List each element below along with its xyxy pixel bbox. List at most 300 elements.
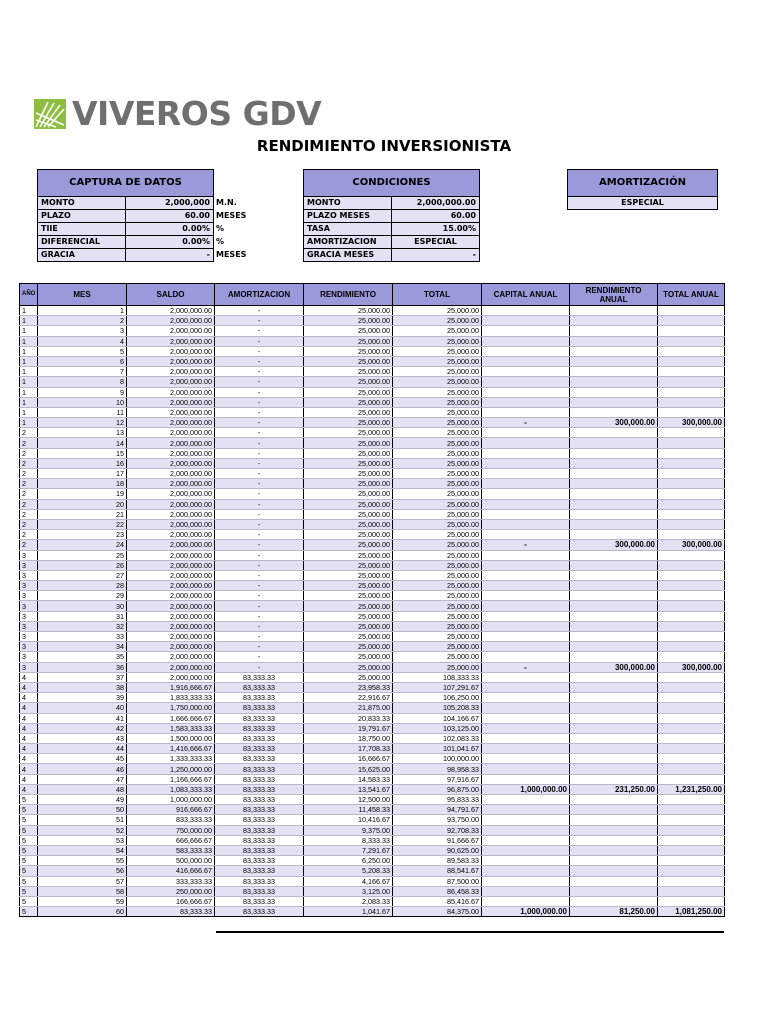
cell-amortizacion: 83,333.33 [215, 703, 304, 713]
cell-mes: 4 [38, 336, 127, 346]
cell-rendimiento-anual [570, 856, 658, 866]
col-rendimiento-anual: RENDIMIENTO ANUAL [570, 284, 658, 306]
cell-saldo: 2,000,000.00 [127, 509, 215, 519]
table-row [20, 530, 725, 540]
cell-mes: 33 [38, 632, 127, 642]
table-row [20, 754, 725, 764]
cell-total-anual [658, 499, 725, 509]
captura-row: PLAZO 60.00 MESES [38, 210, 254, 223]
cell-total: 94,791.67 [393, 805, 482, 815]
cell-amortizacion: 83,333.33 [215, 835, 304, 845]
cell-total-anual [658, 835, 725, 845]
cell-rendimiento: 25,000.00 [304, 519, 393, 529]
cell-capital-anual [482, 886, 570, 896]
cell-total: 108,333.33 [393, 672, 482, 682]
cell-total: 25,000.00 [393, 438, 482, 448]
cell-capital-anual [482, 642, 570, 652]
cell-saldo: 2,000,000.00 [127, 316, 215, 326]
cell-saldo: 2,000,000.00 [127, 662, 215, 672]
cell-capital-anual [482, 479, 570, 489]
cell-capital-anual [482, 469, 570, 479]
cell-amortizacion: 83,333.33 [215, 744, 304, 754]
cell-ano: 3 [20, 570, 38, 580]
cell-rendimiento-anual [570, 825, 658, 835]
cell-total: 25,000.00 [393, 356, 482, 366]
cell-saldo: 2,000,000.00 [127, 550, 215, 560]
cell-rendimiento-anual [570, 306, 658, 316]
cell-rendimiento: 3,125.00 [304, 886, 393, 896]
cell-ano: 5 [20, 886, 38, 896]
cell-total-anual [658, 519, 725, 529]
cell-mes: 50 [38, 805, 127, 815]
cell-saldo: 2,000,000.00 [127, 469, 215, 479]
cell-rendimiento: 25,000.00 [304, 591, 393, 601]
cell-rendimiento: 7,291.67 [304, 845, 393, 855]
cell-capital-anual [482, 835, 570, 845]
cell-ano: 2 [20, 458, 38, 468]
cell-saldo: 2,000,000.00 [127, 591, 215, 601]
cell-total: 25,000.00 [393, 377, 482, 387]
cell-saldo: 416,666.67 [127, 866, 215, 876]
cell-mes: 22 [38, 519, 127, 529]
table-row [20, 570, 725, 580]
table-row [20, 733, 725, 743]
cell-total-anual [658, 316, 725, 326]
cell-ano: 1 [20, 387, 38, 397]
cell-mes: 25 [38, 550, 127, 560]
cell-ano: 4 [20, 764, 38, 774]
cell-total: 88,541.67 [393, 866, 482, 876]
cell-total: 25,000.00 [393, 397, 482, 407]
cell-rendimiento-anual [570, 448, 658, 458]
amortizacion-value: ESPECIAL [568, 197, 718, 210]
cell-mes: 40 [38, 703, 127, 713]
cell-amortizacion: 83,333.33 [215, 784, 304, 794]
cell-rendimiento-anual: 300,000.00 [570, 662, 658, 672]
cell-amortizacion: - [215, 581, 304, 591]
cell-mes: 2 [38, 316, 127, 326]
cell-rendimiento: 23,958.33 [304, 682, 393, 692]
cell-ano: 4 [20, 774, 38, 784]
cell-mes: 43 [38, 733, 127, 743]
cell-mes: 52 [38, 825, 127, 835]
table-row [20, 693, 725, 703]
cell-total: 25,000.00 [393, 469, 482, 479]
table-row [20, 540, 725, 550]
cell-total: 25,000.00 [393, 642, 482, 652]
cell-total: 104,166.67 [393, 713, 482, 723]
cell-total: 25,000.00 [393, 448, 482, 458]
table-row [20, 418, 725, 428]
cell-saldo: 2,000,000.00 [127, 642, 215, 652]
cell-rendimiento: 25,000.00 [304, 570, 393, 580]
cell-ano: 3 [20, 632, 38, 642]
cell-total: 25,000.00 [393, 489, 482, 499]
cell-saldo: 2,000,000.00 [127, 356, 215, 366]
col-ano: AÑO [20, 284, 38, 306]
cell-capital-anual [482, 560, 570, 570]
cell-mes: 3 [38, 326, 127, 336]
table-row [20, 428, 725, 438]
cell-mes: 34 [38, 642, 127, 652]
cell-saldo: 2,000,000.00 [127, 458, 215, 468]
cell-capital-anual [482, 448, 570, 458]
cell-total: 25,000.00 [393, 662, 482, 672]
cell-capital-anual [482, 356, 570, 366]
cell-mes: 55 [38, 856, 127, 866]
cell-saldo: 500,000.00 [127, 856, 215, 866]
cell-total-anual [658, 387, 725, 397]
cell-saldo: 166,666.67 [127, 896, 215, 906]
cell-amortizacion: 83,333.33 [215, 866, 304, 876]
cell-mes: 30 [38, 601, 127, 611]
cell-capital-anual: - [482, 418, 570, 428]
rendimiento-table [19, 283, 725, 917]
cell-mes: 15 [38, 448, 127, 458]
cell-capital-anual [482, 682, 570, 692]
cell-rendimiento: 25,000.00 [304, 560, 393, 570]
cell-total: 25,000.00 [393, 601, 482, 611]
cell-capital-anual [482, 591, 570, 601]
table-row [20, 591, 725, 601]
cell-amortizacion: - [215, 570, 304, 580]
cell-rendimiento-anual [570, 815, 658, 825]
col-total-anual: TOTAL ANUAL [658, 284, 725, 306]
cell-total: 25,000.00 [393, 346, 482, 356]
cell-saldo: 2,000,000.00 [127, 519, 215, 529]
cell-total: 25,000.00 [393, 367, 482, 377]
cell-capital-anual [482, 336, 570, 346]
cell-mes: 6 [38, 356, 127, 366]
cell-rendimiento: 19,791.67 [304, 723, 393, 733]
cell-mes: 36 [38, 662, 127, 672]
cell-total: 25,000.00 [393, 611, 482, 621]
cell-rendimiento-anual [570, 805, 658, 815]
cell-rendimiento-anual [570, 489, 658, 499]
cell-rendimiento: 25,000.00 [304, 601, 393, 611]
cell-amortizacion: - [215, 611, 304, 621]
cell-ano: 2 [20, 509, 38, 519]
cell-total-anual [658, 377, 725, 387]
cell-ano: 4 [20, 713, 38, 723]
cell-ano: 2 [20, 489, 38, 499]
cell-saldo: 2,000,000.00 [127, 570, 215, 580]
cell-capital-anual [482, 428, 570, 438]
captura-row: GRACIA - MESES [38, 249, 254, 262]
cell-saldo: 2,000,000.00 [127, 652, 215, 662]
cell-rendimiento-anual [570, 764, 658, 774]
cell-saldo: 83,333.33 [127, 907, 215, 917]
cell-capital-anual [482, 438, 570, 448]
cell-mes: 35 [38, 652, 127, 662]
cell-total: 25,000.00 [393, 530, 482, 540]
cell-amortizacion: - [215, 652, 304, 662]
cell-amortizacion: - [215, 540, 304, 550]
cell-capital-anual [482, 601, 570, 611]
cell-ano: 3 [20, 652, 38, 662]
table-row [20, 866, 725, 876]
amortizacion-header: AMORTIZACIÓN [568, 170, 718, 197]
cell-amortizacion: - [215, 367, 304, 377]
cell-saldo: 833,333.33 [127, 815, 215, 825]
cell-ano: 1 [20, 418, 38, 428]
cell-amortizacion: - [215, 418, 304, 428]
cell-rendimiento-anual [570, 744, 658, 754]
cell-capital-anual [482, 621, 570, 631]
cell-total: 25,000.00 [393, 560, 482, 570]
cell-total-anual [658, 356, 725, 366]
table-row [20, 713, 725, 723]
cell-amortizacion: - [215, 346, 304, 356]
cell-saldo: 2,000,000.00 [127, 601, 215, 611]
table-row [20, 377, 725, 387]
cell-ano: 4 [20, 733, 38, 743]
cell-rendimiento: 25,000.00 [304, 550, 393, 560]
cell-rendimiento-anual [570, 642, 658, 652]
cell-mes: 54 [38, 845, 127, 855]
cell-rendimiento: 25,000.00 [304, 458, 393, 468]
table-row [20, 886, 725, 896]
cell-total-anual: 1,231,250.00 [658, 784, 725, 794]
cell-saldo: 2,000,000.00 [127, 438, 215, 448]
cell-capital-anual [482, 866, 570, 876]
cell-total: 84,375.00 [393, 907, 482, 917]
cell-rendimiento: 25,000.00 [304, 509, 393, 519]
cell-saldo: 1,750,000.00 [127, 703, 215, 713]
cell-rendimiento-anual [570, 621, 658, 631]
cell-rendimiento-anual [570, 326, 658, 336]
cell-total: 87,500.00 [393, 876, 482, 886]
cell-total-anual [658, 407, 725, 417]
cell-amortizacion: - [215, 509, 304, 519]
cell-saldo: 2,000,000.00 [127, 397, 215, 407]
cell-saldo: 1,000,000.00 [127, 795, 215, 805]
cell-rendimiento: 9,375.00 [304, 825, 393, 835]
cell-saldo: 1,666,666.67 [127, 713, 215, 723]
table-row [20, 896, 725, 906]
cell-amortizacion: - [215, 428, 304, 438]
cell-mes: 38 [38, 682, 127, 692]
cell-total-anual [658, 642, 725, 652]
cell-capital-anual: 1,000,000.00 [482, 784, 570, 794]
cell-rendimiento: 25,000.00 [304, 367, 393, 377]
cell-total-anual [658, 621, 725, 631]
cell-saldo: 2,000,000.00 [127, 611, 215, 621]
cell-ano: 1 [20, 306, 38, 316]
cell-capital-anual [482, 306, 570, 316]
cell-amortizacion: - [215, 621, 304, 631]
cell-total: 25,000.00 [393, 407, 482, 417]
cell-ano: 1 [20, 397, 38, 407]
cell-rendimiento: 4,166.67 [304, 876, 393, 886]
cell-rendimiento: 25,000.00 [304, 346, 393, 356]
cell-saldo: 916,666.67 [127, 805, 215, 815]
cell-saldo: 2,000,000.00 [127, 387, 215, 397]
signature-line [216, 931, 724, 933]
cell-ano: 2 [20, 469, 38, 479]
cell-rendimiento-anual [570, 530, 658, 540]
cell-capital-anual [482, 570, 570, 580]
table-row [20, 601, 725, 611]
cell-saldo: 1,916,666.67 [127, 682, 215, 692]
table-row [20, 560, 725, 570]
cell-total: 107,291.67 [393, 682, 482, 692]
cell-saldo: 666,666.67 [127, 835, 215, 845]
condiciones-row: AMORTIZACION ESPECIAL [304, 236, 480, 249]
cell-ano: 5 [20, 825, 38, 835]
cell-amortizacion: 83,333.33 [215, 886, 304, 896]
table-row [20, 397, 725, 407]
table-row [20, 876, 725, 886]
cell-total: 25,000.00 [393, 428, 482, 438]
cell-amortizacion: - [215, 316, 304, 326]
cell-rendimiento: 25,000.00 [304, 438, 393, 448]
cell-ano: 2 [20, 479, 38, 489]
cell-saldo: 2,000,000.00 [127, 489, 215, 499]
cell-capital-anual [482, 377, 570, 387]
cell-rendimiento: 10,416.67 [304, 815, 393, 825]
cell-mes: 13 [38, 428, 127, 438]
table-header-row [20, 284, 725, 306]
brand-logo [34, 96, 321, 132]
cell-capital-anual [482, 489, 570, 499]
cell-total: 105,208.33 [393, 703, 482, 713]
cell-rendimiento-anual [570, 407, 658, 417]
cell-saldo: 333,333.33 [127, 876, 215, 886]
captura-row: DIFERENCIAL 0.00% % [38, 236, 254, 249]
cell-total: 85,416.67 [393, 896, 482, 906]
cell-mes: 24 [38, 540, 127, 550]
cell-rendimiento-anual [570, 693, 658, 703]
cell-ano: 5 [20, 835, 38, 845]
table-row [20, 356, 725, 366]
cell-rendimiento-anual [570, 866, 658, 876]
cell-rendimiento-anual [570, 611, 658, 621]
condiciones-panel [303, 169, 480, 262]
cell-total-anual [658, 601, 725, 611]
cell-mes: 8 [38, 377, 127, 387]
cell-total-anual [658, 723, 725, 733]
cell-ano: 1 [20, 367, 38, 377]
cell-total: 92,708.33 [393, 825, 482, 835]
cell-amortizacion: - [215, 306, 304, 316]
cell-total-anual [658, 397, 725, 407]
cell-rendimiento: 25,000.00 [304, 407, 393, 417]
cell-capital-anual [482, 397, 570, 407]
cell-rendimiento: 8,333.33 [304, 835, 393, 845]
cell-mes: 37 [38, 672, 127, 682]
condiciones-row: PLAZO MESES 60.00 [304, 210, 480, 223]
table-row [20, 550, 725, 560]
cell-ano: 2 [20, 438, 38, 448]
cell-mes: 19 [38, 489, 127, 499]
cell-rendimiento-anual [570, 469, 658, 479]
cell-rendimiento: 17,708.33 [304, 744, 393, 754]
cell-rendimiento-anual [570, 377, 658, 387]
cell-rendimiento: 25,000.00 [304, 652, 393, 662]
cell-amortizacion: - [215, 479, 304, 489]
condiciones-row: MONTO 2,000,000.00 [304, 197, 480, 210]
cell-total-anual [658, 886, 725, 896]
cell-rendimiento: 2,083.33 [304, 896, 393, 906]
cell-saldo: 250,000.00 [127, 886, 215, 896]
cell-ano: 2 [20, 519, 38, 529]
captura-row: MONTO 2,000,000 M.N. [38, 197, 254, 210]
cell-capital-anual [482, 845, 570, 855]
cell-mes: 31 [38, 611, 127, 621]
cell-saldo: 1,250,000.00 [127, 764, 215, 774]
cell-saldo: 2,000,000.00 [127, 448, 215, 458]
cell-total-anual [658, 876, 725, 886]
cell-total-anual [658, 591, 725, 601]
table-row [20, 438, 725, 448]
cell-rendimiento: 20,833.33 [304, 713, 393, 723]
cell-total: 25,000.00 [393, 418, 482, 428]
cell-total-anual [658, 774, 725, 784]
table-row [20, 723, 725, 733]
cell-total-anual [658, 896, 725, 906]
col-capital-anual: CAPITAL ANUAL [482, 284, 570, 306]
cell-capital-anual [482, 519, 570, 529]
cell-capital-anual [482, 744, 570, 754]
col-amortizacion: AMORTIZACION [215, 284, 304, 306]
cell-capital-anual [482, 764, 570, 774]
table-row [20, 621, 725, 631]
cell-saldo: 2,000,000.00 [127, 326, 215, 336]
cell-rendimiento-anual [570, 723, 658, 733]
cell-total: 96,875.00 [393, 784, 482, 794]
cell-total: 98,958.33 [393, 764, 482, 774]
table-row [20, 744, 725, 754]
table-row [20, 306, 725, 316]
cell-capital-anual [482, 387, 570, 397]
cell-rendimiento: 6,250.00 [304, 856, 393, 866]
cell-rendimiento-anual [570, 774, 658, 784]
cell-mes: 18 [38, 479, 127, 489]
cell-capital-anual [482, 693, 570, 703]
cell-saldo: 2,000,000.00 [127, 632, 215, 642]
cell-mes: 44 [38, 744, 127, 754]
cell-ano: 4 [20, 682, 38, 692]
cell-rendimiento: 14,583.33 [304, 774, 393, 784]
cell-total-anual [658, 306, 725, 316]
cell-total: 103,125.00 [393, 723, 482, 733]
cell-rendimiento-anual [570, 560, 658, 570]
cell-capital-anual [482, 550, 570, 560]
cell-capital-anual [482, 611, 570, 621]
cell-ano: 4 [20, 693, 38, 703]
cell-rendimiento: 1,041.67 [304, 907, 393, 917]
cell-mes: 51 [38, 815, 127, 825]
cell-rendimiento-anual [570, 632, 658, 642]
cell-ano: 5 [20, 856, 38, 866]
cell-capital-anual [482, 713, 570, 723]
cell-rendimiento-anual [570, 672, 658, 682]
cell-rendimiento: 25,000.00 [304, 530, 393, 540]
cell-capital-anual [482, 815, 570, 825]
cell-total: 106,250.00 [393, 693, 482, 703]
table-row [20, 703, 725, 713]
cell-saldo: 2,000,000.00 [127, 530, 215, 540]
cell-mes: 10 [38, 397, 127, 407]
cell-mes: 56 [38, 866, 127, 876]
cell-rendimiento: 25,000.00 [304, 428, 393, 438]
cell-total: 25,000.00 [393, 479, 482, 489]
table-row [20, 367, 725, 377]
cell-mes: 11 [38, 407, 127, 417]
cell-saldo: 1,583,333.33 [127, 723, 215, 733]
cell-saldo: 2,000,000.00 [127, 621, 215, 631]
